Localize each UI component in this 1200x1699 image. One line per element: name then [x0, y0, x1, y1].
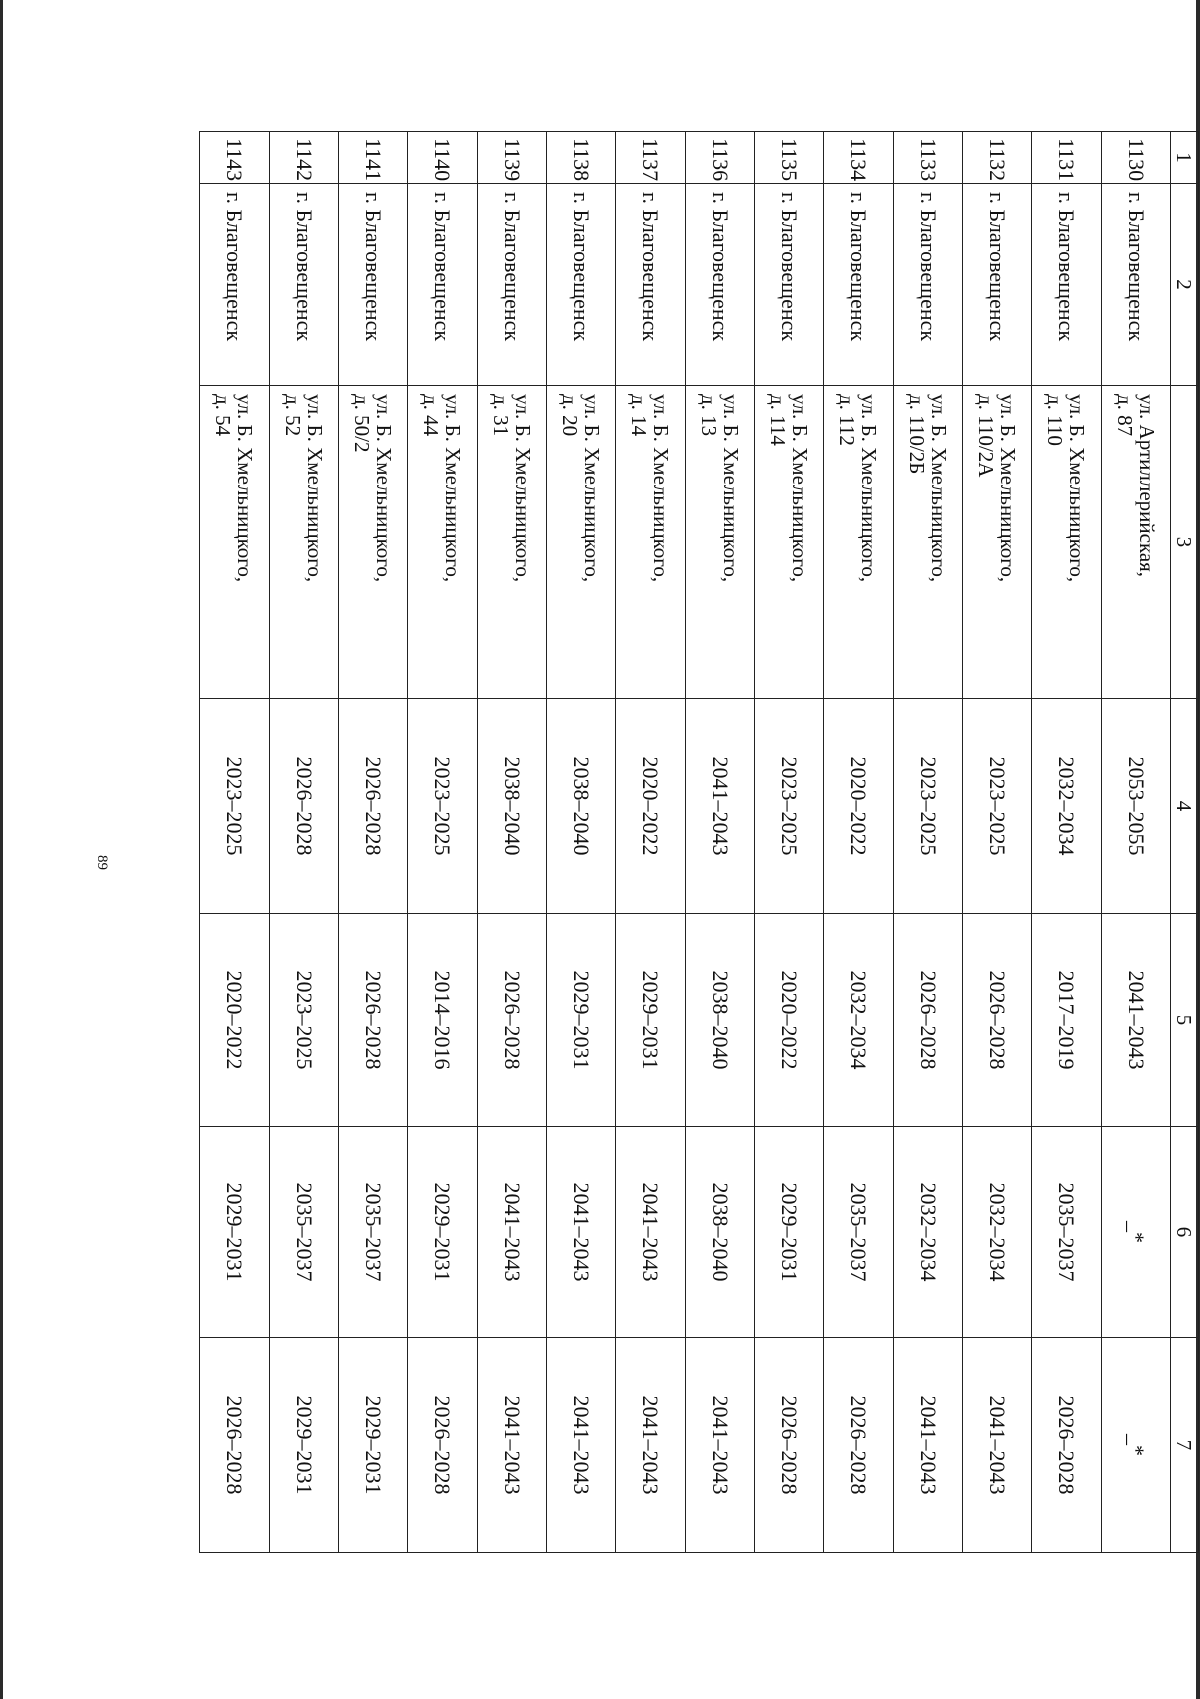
address-street: ул. Б. Хмельницкого,: [718, 394, 743, 583]
registry-table: [199, 131, 1199, 1553]
row-number-cell: 1143: [200, 132, 270, 184]
address-street: ул. Артиллерийская,: [1134, 394, 1159, 578]
scan-border-left: [0, 0, 3, 1699]
table-row: [824, 132, 893, 1553]
period-cell-col4: 2020–2022: [616, 699, 685, 914]
period-cell-col6: 2032–2034: [893, 1127, 962, 1338]
period-cell-col5: 2020–2022: [754, 914, 823, 1127]
period-cell-col4: 2026–2028: [269, 699, 338, 914]
period-cell-col6: 2029–2031: [408, 1127, 477, 1338]
period-cell-col6: 2041–2043: [546, 1127, 615, 1338]
city-cell: г. Благовещенск: [477, 184, 546, 386]
row-number-cell: 1130: [1101, 132, 1170, 184]
table-row: [685, 132, 754, 1553]
period-cell-col4: 2023–2025: [754, 699, 823, 914]
row-number-cell: 1139: [477, 132, 546, 184]
address-cell: [685, 386, 754, 699]
period-cell-col7: 2041–2043: [477, 1338, 546, 1553]
row-number-cell: 1137: [616, 132, 685, 184]
row-number-cell: 1142: [269, 132, 338, 184]
city-cell: г. Благовещенск: [338, 184, 407, 386]
period-cell-col5: 2023–2025: [269, 914, 338, 1127]
city-cell: г. Благовещенск: [408, 184, 477, 386]
period-cell-col7: 2029–2031: [338, 1338, 407, 1553]
address-house: д. 14: [627, 394, 652, 437]
table-row: [616, 132, 685, 1553]
address-cell: [893, 386, 962, 699]
address-cell: [1101, 386, 1170, 699]
table-body: [200, 132, 1199, 1553]
address-street: ул. Б. Хмельницкого,: [302, 394, 327, 583]
period-cell-col6: 2035–2037: [824, 1127, 893, 1338]
table-row: [962, 132, 1031, 1553]
period-cell-col6: 2032–2034: [962, 1127, 1031, 1338]
period-cell-col6: 2035–2037: [338, 1127, 407, 1338]
period-cell-col6: 2029–2031: [200, 1127, 270, 1338]
city-cell: г. Благовещенск: [269, 184, 338, 386]
column-header: 4: [1171, 699, 1199, 914]
city-cell: г. Благовещенск: [824, 184, 893, 386]
address-house: д. 54: [211, 394, 236, 437]
address-cell: [408, 386, 477, 699]
address-house: д. 87: [1112, 394, 1137, 437]
table-row: [754, 132, 823, 1553]
column-header: 7: [1171, 1338, 1199, 1553]
address-cell: [824, 386, 893, 699]
period-cell-col5: 2029–2031: [546, 914, 615, 1127]
address-street: ул. Б. Хмельницкого,: [857, 394, 882, 583]
address-cell: [200, 386, 270, 699]
address-house: д. 114: [766, 394, 791, 446]
table-row: [477, 132, 546, 1553]
period-cell-col6: 2041–2043: [616, 1127, 685, 1338]
address-cell: [269, 386, 338, 699]
column-header: 6: [1171, 1127, 1199, 1338]
row-number-cell: 1134: [824, 132, 893, 184]
city-cell: г. Благовещенск: [754, 184, 823, 386]
period-cell-col4: 2038–2040: [546, 699, 615, 914]
period-cell-col7: _*: [1101, 1338, 1170, 1553]
address-street: ул. Б. Хмельницкого,: [510, 394, 535, 583]
city-cell: г. Благовещенск: [1032, 184, 1101, 386]
city-cell: г. Благовещенск: [893, 184, 962, 386]
address-house: д. 44: [419, 394, 444, 437]
address-cell: [546, 386, 615, 699]
column-header: 1: [1171, 132, 1199, 184]
city-cell: г. Благовещенск: [962, 184, 1031, 386]
address-street: ул. Б. Хмельницкого,: [649, 394, 674, 583]
period-cell-col6: 2041–2043: [477, 1127, 546, 1338]
table-row: [408, 132, 477, 1553]
address-street: ул. Б. Хмельницкого,: [996, 394, 1021, 583]
address-house: д. 52: [280, 394, 305, 437]
period-cell-col4: 2023–2025: [962, 699, 1031, 914]
period-cell-col5: 2029–2031: [616, 914, 685, 1127]
period-cell-col7: 2026–2028: [824, 1338, 893, 1553]
city-cell: г. Благовещенск: [616, 184, 685, 386]
period-cell-col5: 2026–2028: [338, 914, 407, 1127]
row-number-cell: 1141: [338, 132, 407, 184]
address-cell: [477, 386, 546, 699]
period-cell-col4: 2026–2028: [338, 699, 407, 914]
address-house: д. 110/2А: [974, 394, 999, 478]
period-cell-col5: 2026–2028: [962, 914, 1031, 1127]
column-header: 5: [1171, 914, 1199, 1127]
address-street: ул. Б. Хмельницкого,: [580, 394, 605, 583]
address-house: д. 110/2Б: [904, 394, 929, 475]
period-cell-col5: 2041–2043: [1101, 914, 1170, 1127]
period-cell-col7: 2041–2043: [893, 1338, 962, 1553]
period-cell-col7: 2026–2028: [754, 1338, 823, 1553]
period-cell-col5: 2020–2022: [200, 914, 270, 1127]
table-row: [200, 132, 270, 1553]
address-street: ул. Б. Хмельницкого,: [926, 394, 951, 583]
address-street: ул. Б. Хмельницкого,: [372, 394, 397, 583]
table-row: [893, 132, 962, 1553]
period-cell-col4: 2023–2025: [200, 699, 270, 914]
page-number: 89: [94, 855, 110, 870]
address-cell: [338, 386, 407, 699]
address-street: ул. Б. Хмельницкого,: [788, 394, 813, 583]
period-cell-col7: 2041–2043: [546, 1338, 615, 1553]
period-cell-col5: 2038–2040: [685, 914, 754, 1127]
period-cell-col5: 2017–2019: [1032, 914, 1101, 1127]
address-house: д. 13: [696, 394, 721, 437]
row-number-cell: 1140: [408, 132, 477, 184]
period-cell-col4: 2023–2025: [893, 699, 962, 914]
row-number-cell: 1136: [685, 132, 754, 184]
period-cell-col4: 2038–2040: [477, 699, 546, 914]
city-cell: г. Благовещенск: [1101, 184, 1170, 386]
table-row: [1032, 132, 1101, 1553]
period-cell-col4: 2041–2043: [685, 699, 754, 914]
address-cell: [616, 386, 685, 699]
row-number-cell: 1132: [962, 132, 1031, 184]
period-cell-col7: 2041–2043: [962, 1338, 1031, 1553]
period-cell-col5: 2026–2028: [477, 914, 546, 1127]
row-number-cell: 1135: [754, 132, 823, 184]
table-header-row: [1171, 132, 1199, 1553]
table-row: [338, 132, 407, 1553]
period-cell-col6: 2029–2031: [754, 1127, 823, 1338]
address-cell: [962, 386, 1031, 699]
period-cell-col6: 2035–2037: [269, 1127, 338, 1338]
period-cell-col7: 2026–2028: [200, 1338, 270, 1553]
table-row: [546, 132, 615, 1553]
period-cell-col7: 2029–2031: [269, 1338, 338, 1553]
period-cell-col7: 2041–2043: [685, 1338, 754, 1553]
address-house: д. 20: [558, 394, 583, 437]
address-cell: [1032, 386, 1101, 699]
address-house: д. 110: [1043, 394, 1068, 446]
row-number-cell: 1131: [1032, 132, 1101, 184]
row-number-cell: 1133: [893, 132, 962, 184]
city-cell: г. Благовещенск: [685, 184, 754, 386]
address-street: ул. Б. Хмельницкого,: [233, 394, 258, 583]
table-row: [1101, 132, 1170, 1553]
period-cell-col4: 2032–2034: [1032, 699, 1101, 914]
rotated-table-container: [199, 131, 1199, 1552]
period-cell-col4: 2053–2055: [1101, 699, 1170, 914]
address-street: ул. Б. Хмельницкого,: [441, 394, 466, 583]
period-cell-col6: _*: [1101, 1127, 1170, 1338]
period-cell-col7: 2041–2043: [616, 1338, 685, 1553]
city-cell: г. Благовещенск: [546, 184, 615, 386]
column-header: 2: [1171, 184, 1199, 386]
period-cell-col4: 2023–2025: [408, 699, 477, 914]
table-row: [269, 132, 338, 1553]
address-house: д. 50/2: [350, 394, 375, 453]
address-street: ул. Б. Хмельницкого,: [1065, 394, 1090, 583]
period-cell-col7: 2026–2028: [1032, 1338, 1101, 1553]
address-house: д. 112: [835, 394, 860, 446]
period-cell-col7: 2026–2028: [408, 1338, 477, 1553]
city-cell: г. Благовещенск: [200, 184, 270, 386]
address-house: д. 31: [488, 394, 513, 437]
period-cell-col4: 2020–2022: [824, 699, 893, 914]
period-cell-col5: 2032–2034: [824, 914, 893, 1127]
column-header: 3: [1171, 386, 1199, 699]
address-cell: [754, 386, 823, 699]
period-cell-col6: 2035–2037: [1032, 1127, 1101, 1338]
row-number-cell: 1138: [546, 132, 615, 184]
period-cell-col6: 2038–2040: [685, 1127, 754, 1338]
period-cell-col5: 2026–2028: [893, 914, 962, 1127]
period-cell-col5: 2014–2016: [408, 914, 477, 1127]
